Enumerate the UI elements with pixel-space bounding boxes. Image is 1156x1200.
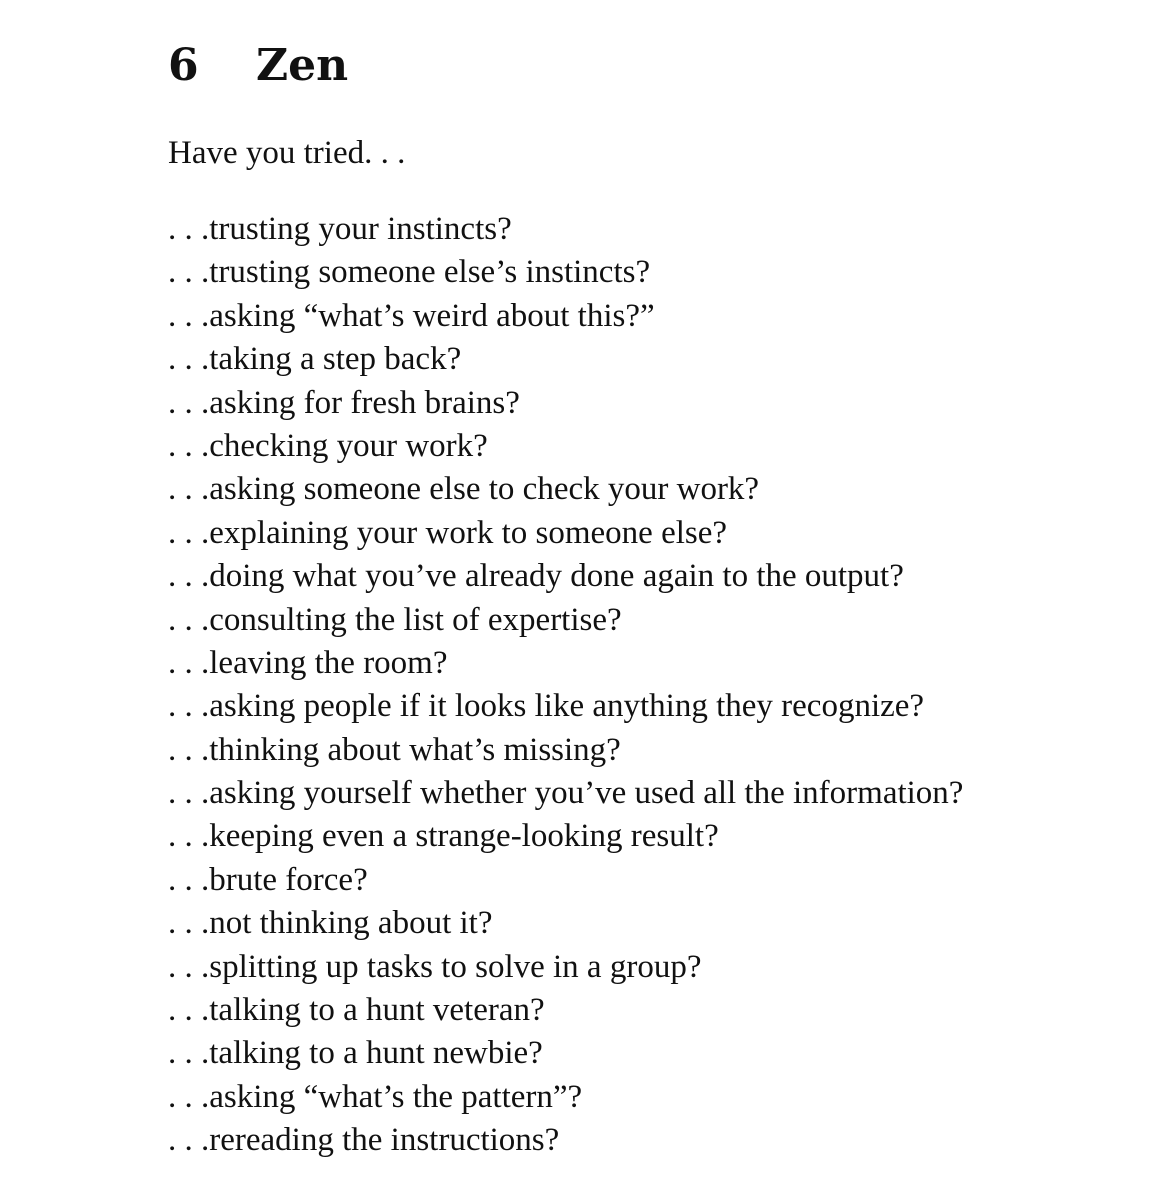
list-item: . . .talking to a hunt veteran? (168, 992, 545, 1029)
list-item: . . .talking to a hunt newbie? (168, 1035, 543, 1072)
list-item: . . .keeping even a strange-looking result? (168, 818, 719, 855)
suggestion-list (168, 208, 963, 1163)
list-item: . . .asking “what’s the pattern”? (168, 1078, 583, 1115)
list-item: . . .rereading the instructions? (168, 1122, 560, 1159)
list-item: . . .thinking about what’s missing? (168, 731, 621, 768)
list-item: . . .consulting the list of expertise? (168, 601, 622, 638)
list-item: . . .splitting up tasks to solve in a group? (168, 948, 702, 985)
list-item: . . .doing what you’ve already done again to the output? (168, 558, 904, 595)
section-number: 6 (168, 40, 199, 91)
list-item: . . .trusting someone else’s instincts? (168, 254, 651, 291)
list-item: . . .leaving the room? (168, 644, 448, 681)
list-item: . . .checking your work? (168, 427, 488, 464)
list-item: . . .asking people if it looks like anything they recognize? (168, 688, 925, 725)
list-item: . . .taking a step back? (168, 341, 462, 378)
section-title: Zen (256, 40, 349, 91)
list-item: . . .asking someone else to check your work? (168, 471, 760, 508)
list-item: . . .not thinking about it? (168, 905, 493, 942)
list-item: . . .brute force? (168, 861, 368, 898)
intro-text: Have you tried. . . (168, 135, 406, 171)
list-item: . . .asking “what’s weird about this?” (168, 297, 655, 334)
list-item: . . .asking yourself whether you’ve used all the information? (168, 775, 964, 812)
list-item: . . .explaining your work to someone else? (168, 514, 728, 551)
section-heading (168, 40, 348, 92)
list-item: . . .asking for fresh brains? (168, 384, 520, 421)
list-item: . . .trusting your instincts? (168, 211, 512, 247)
